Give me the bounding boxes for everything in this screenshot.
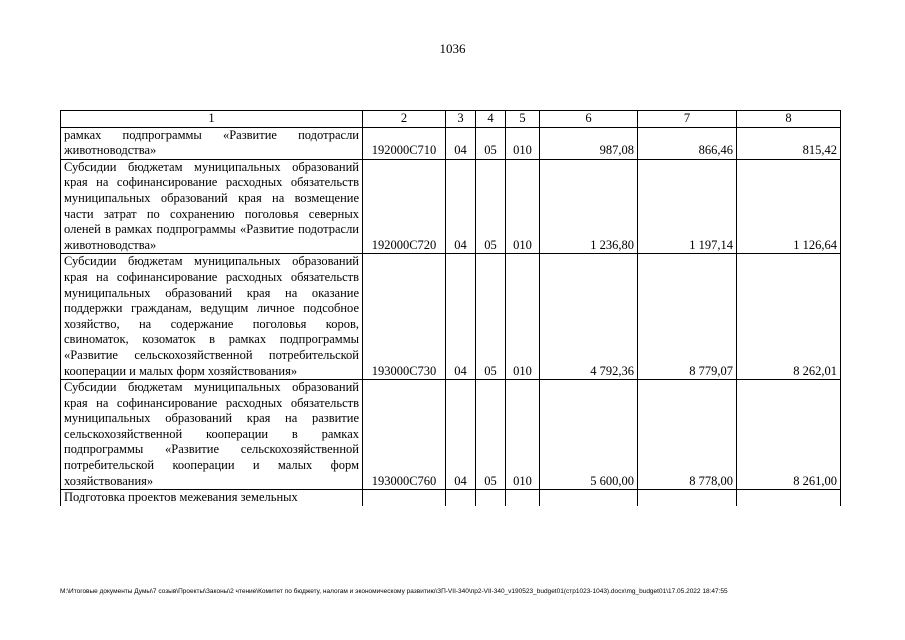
row-code: 192000С710 xyxy=(363,127,446,159)
header-cell: 7 xyxy=(638,111,737,128)
row-expense-type: 010 xyxy=(506,254,540,380)
row-section xyxy=(446,490,476,506)
header-cell: 2 xyxy=(363,111,446,128)
header-cell: 4 xyxy=(476,111,506,128)
budget-table xyxy=(60,110,841,506)
row-subsection: 05 xyxy=(476,159,506,254)
row-value-8: 8 262,01 xyxy=(737,254,841,380)
row-section: 04 xyxy=(446,380,476,490)
row-value-6: 5 600,00 xyxy=(540,380,638,490)
row-code: 193000С730 xyxy=(363,254,446,380)
row-value-6: 1 236,80 xyxy=(540,159,638,254)
table-row xyxy=(61,254,841,380)
row-section: 04 xyxy=(446,127,476,159)
row-expense-type: 010 xyxy=(506,127,540,159)
row-value-6: 987,08 xyxy=(540,127,638,159)
row-value-7: 1 197,14 xyxy=(638,159,737,254)
header-cell: 5 xyxy=(506,111,540,128)
row-subsection: 05 xyxy=(476,380,506,490)
header-cell: 6 xyxy=(540,111,638,128)
page-number: 1036 xyxy=(439,41,466,56)
row-subsection: 05 xyxy=(476,127,506,159)
header-cell: 3 xyxy=(446,111,476,128)
row-value-8 xyxy=(737,490,841,506)
row-code: 193000С760 xyxy=(363,380,446,490)
row-description: Субсидии бюджетам муниципальных образований края на софинансирование расходных обязательств муниципальных образований края на оказание поддержки гражданам, ведущим личное подсобное хозяйство, на содержание поголовья коров, свиноматок, козоматок в рамках подпрограммы «Развитие сельскохозяйственной потребительской кооперации и малых форм хозяйствования» xyxy=(61,254,363,380)
row-value-6: 4 792,36 xyxy=(540,254,638,380)
row-description: Субсидии бюджетам муниципальных образований края на софинансирование расходных обязательств муниципальных образований края на возмещение части затрат по сохранению поголовья северных оленей в рамках подпрограммы «Развитие подотрасли животноводства» xyxy=(61,159,363,254)
row-section: 04 xyxy=(446,254,476,380)
table-header-row xyxy=(61,111,841,128)
header-cell: 8 xyxy=(737,111,841,128)
row-section: 04 xyxy=(446,159,476,254)
table-row xyxy=(61,380,841,490)
row-subsection xyxy=(476,490,506,506)
document-path-footer: M:\Итоговые документы Думы\7 созыв\Проекты\Законы\2 чтение\Комитет по бюджету, налогам и экономическому развитию\ЗП-VII-340\пр2-VII-340_v190523_budget01(стр1023-1043).docx\mg_budget01\17.05.2022 18:47:55 xyxy=(60,588,728,595)
row-code xyxy=(363,490,446,506)
row-value-7 xyxy=(638,490,737,506)
row-expense-type: 010 xyxy=(506,380,540,490)
row-expense-type xyxy=(506,490,540,506)
row-expense-type: 010 xyxy=(506,159,540,254)
row-value-8: 1 126,64 xyxy=(737,159,841,254)
row-value-7: 8 779,07 xyxy=(638,254,737,380)
row-value-8: 815,42 xyxy=(737,127,841,159)
table-row xyxy=(61,127,841,159)
table-row xyxy=(61,159,841,254)
row-description: рамках подпрограммы «Развитие подотрасли животноводства» xyxy=(61,127,363,159)
row-description: Подготовка проектов межевания земельных xyxy=(61,490,363,506)
row-value-7: 8 778,00 xyxy=(638,380,737,490)
row-value-8: 8 261,00 xyxy=(737,380,841,490)
table-row xyxy=(61,490,841,506)
row-value-6 xyxy=(540,490,638,506)
row-value-7: 866,46 xyxy=(638,127,737,159)
row-description: Субсидии бюджетам муниципальных образований края на софинансирование расходных обязательств муниципальных образований края на развитие сельскохозяйственной кооперации в рамках подпрограммы «Развитие сельскохозяйственной потребительской кооперации и малых форм хозяйствования» xyxy=(61,380,363,490)
row-code: 192000С720 xyxy=(363,159,446,254)
header-cell: 1 xyxy=(61,111,363,128)
row-subsection: 05 xyxy=(476,254,506,380)
